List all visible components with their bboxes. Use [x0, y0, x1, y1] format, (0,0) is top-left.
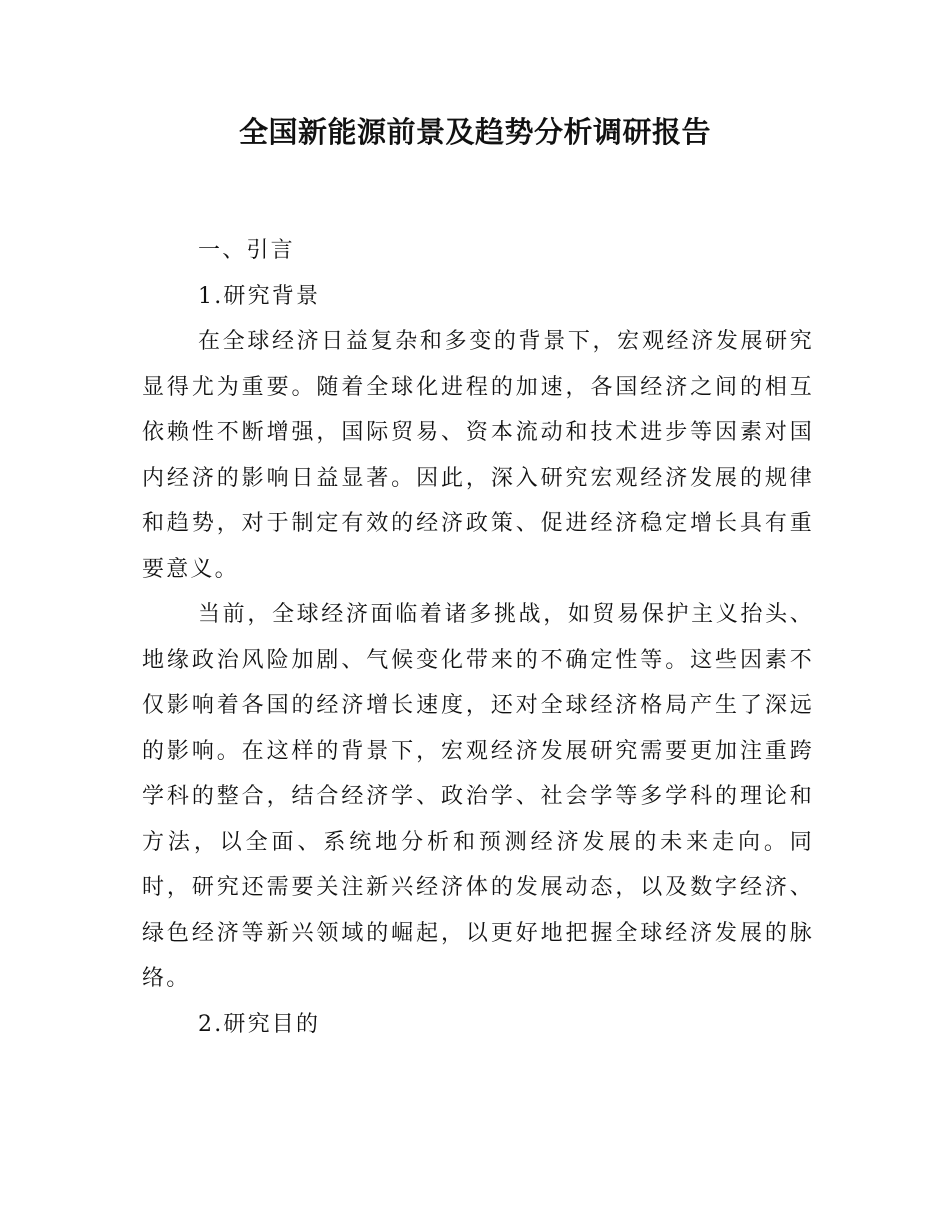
document-title: 全国新能源前景及趋势分析调研报告 [238, 115, 711, 149]
body-paragraph: 在全球经济日益复杂和多变的背景下，宏观经济发展研究显得尤为重要。随着全球化进程的加速，各国经济之间的相互依赖性不断增强，国际贸易、资本流动和技术进步等因素对国内经济的影响日益显著。因此，深入研究宏观经济发展的规律和趋势，对于制定有效的经济政策、促进经济稳定增长具有重要意义。 [142, 329, 814, 582]
body-paragraph: 当前，全球经济面临着诸多挑战，如贸易保护主义抬头、地缘政治风险加剧、气候变化带来的不确定性等。这些因素不仅影响着各国的经济增长速度，还对全球经济格局产生了深远的影响。在这样的背景下，宏观经济发展研究需要更加注重跨学科的整合，结合经济学、政治学、社会学等多学科的理论和方法，以全面、系统地分析和预测经济发展的未来走向。同时，研究还需要关注新兴经济体的发展动态，以及数字经济、绿色经济等新兴领域的崛起，以更好地把握全球经济发展的脉络。 [142, 602, 814, 991]
section-heading-introduction: 一、引言 [198, 238, 295, 263]
subsection-heading-research-purpose: 2.研究目的 [198, 1011, 321, 1037]
subsection-heading-research-background: 1.研究背景 [198, 283, 321, 309]
document-body [142, 228, 814, 1047]
